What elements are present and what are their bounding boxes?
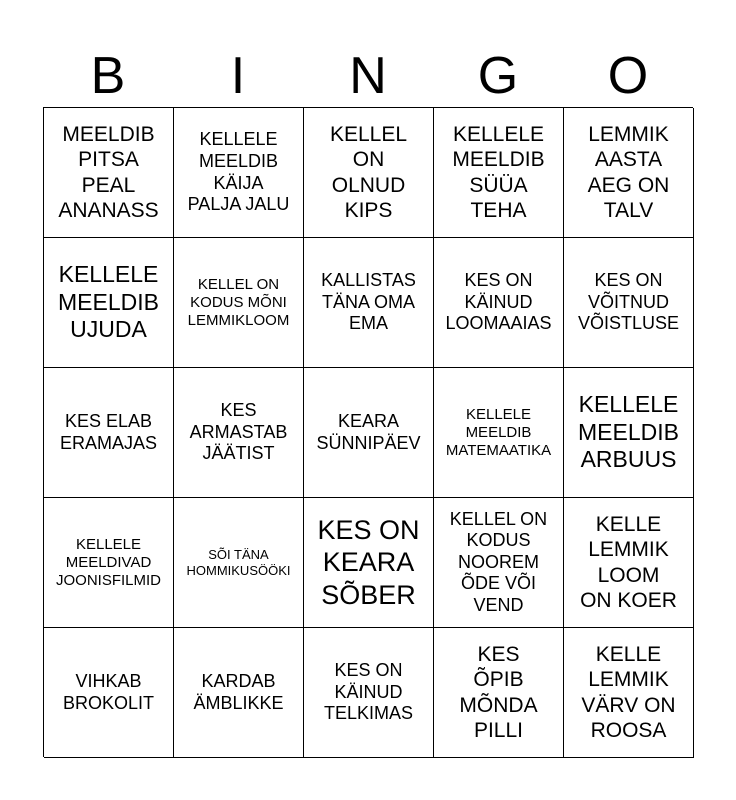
bingo-cell-text: KARDAB ÄMBLIKKE: [193, 670, 284, 713]
bingo-cell-text: KES ON VÕITNUD VÕISTLUSE: [577, 270, 680, 334]
bingo-cell[interactable]: [304, 628, 434, 758]
bingo-cell-text: KELLELE MEELDIVAD JOONISFILMID: [55, 535, 161, 589]
bingo-cell-text: VIHKAB BROKOLIT: [62, 670, 155, 713]
bingo-cell-text: KES ON KEARA SÕBER: [317, 514, 420, 610]
bingo-cell-text: KES ARMASTAB JÄÄTIST: [189, 400, 288, 464]
bingo-cell[interactable]: [44, 108, 174, 238]
bingo-cell[interactable]: [564, 108, 694, 238]
bingo-cell[interactable]: [564, 628, 694, 758]
header-letter-o: O: [607, 47, 649, 105]
bingo-cell-text: KELLEL ON KODUS MÕNI LEMMIKLOOM: [187, 275, 290, 329]
header-letter-i: I: [230, 47, 246, 105]
bingo-cell[interactable]: [434, 238, 564, 368]
header-letter-g: G: [477, 47, 519, 105]
bingo-cell[interactable]: [564, 238, 694, 368]
bingo-cell-text: KES ON KÄINUD LOOMAAIAS: [445, 270, 552, 334]
bingo-cell[interactable]: [564, 368, 694, 498]
bingo-cell-text: KELLEL ON KODUS NOOREM ÕDE VÕI VEND: [449, 508, 548, 615]
bingo-cell-text: KELLE LEMMIK LOOM ON KOER: [580, 513, 677, 612]
bingo-cell[interactable]: [44, 238, 174, 368]
bingo-cell[interactable]: [44, 368, 174, 498]
bingo-cell[interactable]: [304, 108, 434, 238]
bingo-cell[interactable]: [434, 498, 564, 628]
bingo-cell[interactable]: [304, 498, 434, 628]
bingo-cell[interactable]: [174, 368, 304, 498]
bingo-grid: [43, 107, 693, 757]
bingo-cell-text: KEARA SÜNNIPÄEV: [316, 410, 421, 453]
bingo-cell[interactable]: [304, 368, 434, 498]
bingo-cell-text: KELLELE MEELDIB ARBUUS: [578, 391, 679, 473]
bingo-cell[interactable]: [174, 238, 304, 368]
bingo-cell-text: MEELDIB PITSA PEAL ANANASS: [58, 123, 159, 222]
bingo-cell[interactable]: [44, 628, 174, 758]
bingo-cell-text: KELLELE MEELDIB SÜÜA TEHA: [452, 123, 545, 222]
bingo-cell[interactable]: [174, 108, 304, 238]
bingo-cell-text: KALLISTAS TÄNA OMA EMA: [321, 270, 416, 334]
bingo-cell-text: KES ÕPIB MÕNDA PILLI: [459, 643, 538, 742]
bingo-cell-text: KELLE LEMMIK VÄRV ON ROOSA: [581, 643, 676, 742]
bingo-cell-text: KELLELE MEELDIB KÄIJA PALJA JALU: [187, 129, 290, 215]
bingo-cell-text: KES ON KÄINUD TELKIMAS: [323, 660, 414, 724]
bingo-cell-text: KES ELAB ERAMAJAS: [59, 410, 158, 453]
bingo-cell[interactable]: [174, 498, 304, 628]
header-letter-b: B: [90, 47, 126, 105]
bingo-cell[interactable]: [174, 628, 304, 758]
bingo-cell-text: KELLELE MEELDIB UJUDA: [58, 261, 159, 343]
bingo-cell-text: KELLEL ON OLNUD KIPS: [329, 123, 408, 222]
bingo-cell-text: LEMMIK AASTA AEG ON TALV: [587, 123, 670, 222]
bingo-cell[interactable]: [44, 498, 174, 628]
bingo-cell[interactable]: [304, 238, 434, 368]
bingo-cell[interactable]: [434, 108, 564, 238]
bingo-cell-text: KELLELE MEELDIB MATEMAATIKA: [445, 405, 552, 459]
header-letter-n: N: [349, 47, 387, 105]
bingo-cell[interactable]: [434, 628, 564, 758]
bingo-cell[interactable]: [564, 498, 694, 628]
bingo-header: [43, 44, 693, 108]
bingo-cell-text: SÕI TÄNA HOMMIKUSÖÖKI: [186, 546, 291, 578]
bingo-cell[interactable]: [434, 368, 564, 498]
